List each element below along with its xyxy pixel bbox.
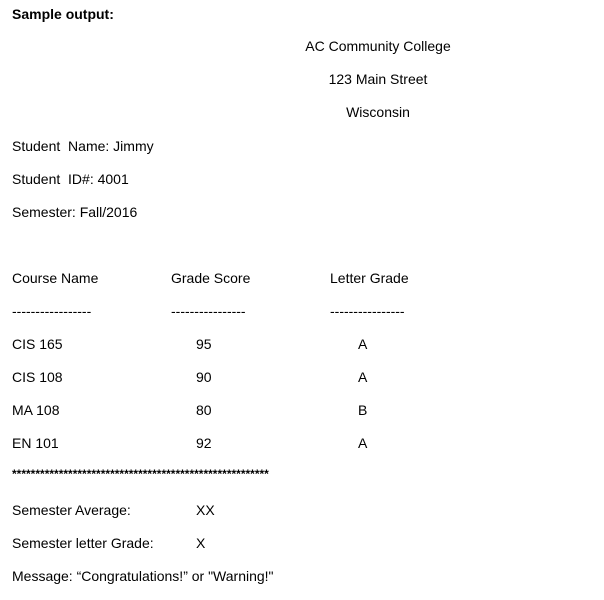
table-row-score: 92 [196,435,212,451]
header-grade-score: Grade Score [171,270,251,286]
dashes-course: ----------------- [12,303,92,319]
student-name-line: Student Name: Jimmy [12,138,154,154]
college-name: AC Community College [305,38,451,54]
semester-average-value: XX [196,502,215,518]
table-row-course: EN 101 [12,435,59,451]
college-street: 123 Main Street [328,71,428,87]
dashes-score: ---------------- [171,303,246,319]
semester-line: Semester: Fall/2016 [12,204,138,220]
table-row-score: 95 [196,336,212,352]
table-row-letter: B [358,402,368,418]
table-row-letter: A [358,369,368,385]
college-state: Wisconsin [346,104,410,120]
header-letter-grade: Letter Grade [330,270,409,286]
table-row-letter: A [358,435,368,451]
table-row-course: CIS 165 [12,336,63,352]
table-row-score: 90 [196,369,212,385]
table-row-course: CIS 108 [12,369,63,385]
message-line: Message: “Congratulations!” or "Warning!" [12,568,274,584]
table-row-course: MA 108 [12,402,60,418]
header-course-name: Course Name [12,270,99,286]
sample-output-heading: Sample output: [12,6,114,22]
student-id-line: Student ID#: 4001 [12,171,129,187]
table-row-letter: A [358,336,368,352]
separator-stars: ******************************************************* [12,467,269,481]
semester-average-label: Semester Average: [12,502,131,518]
dashes-letter: ---------------- [330,303,405,319]
table-row-score: 80 [196,402,212,418]
semester-letter-label: Semester letter Grade: [12,535,154,551]
semester-letter-value: X [196,535,206,551]
